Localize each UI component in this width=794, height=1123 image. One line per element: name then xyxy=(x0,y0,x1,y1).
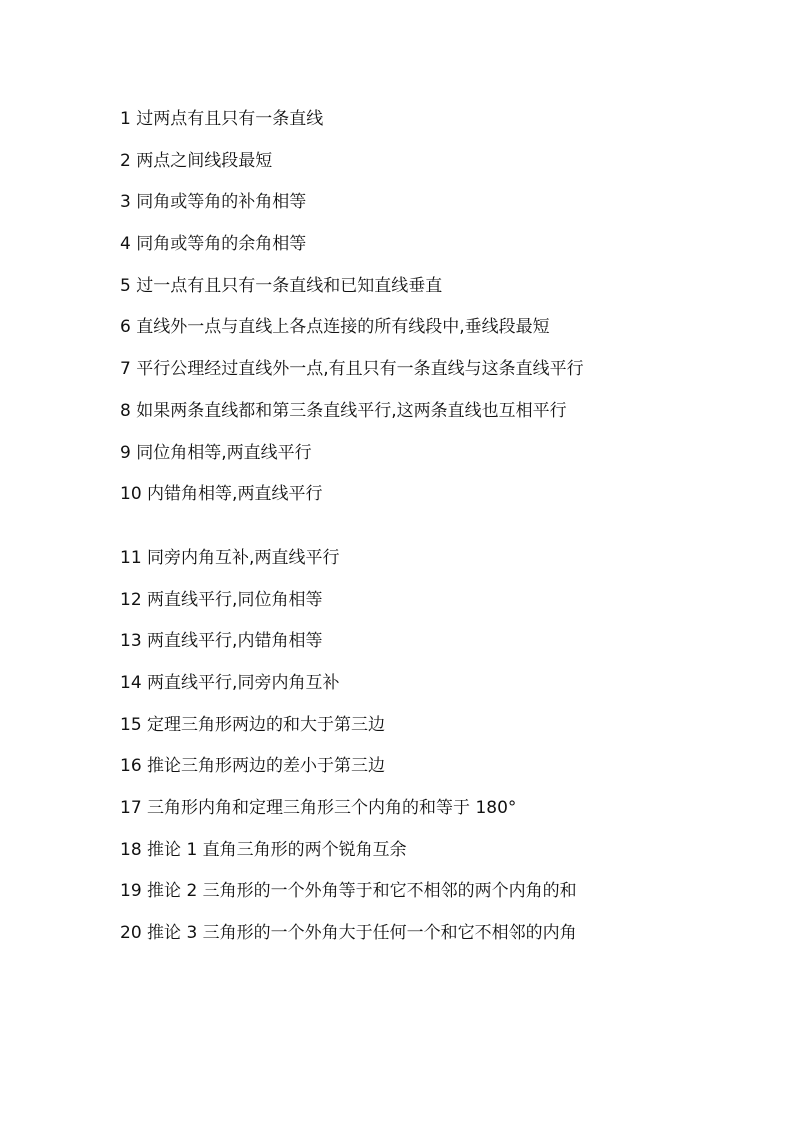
paragraph-gap xyxy=(120,521,760,543)
theorem-item: 16 推论三角形两边的差小于第三边 xyxy=(120,756,386,777)
theorem-item: 8 如果两条直线都和第三条直线平行,这两条直线也互相平行 xyxy=(120,400,567,421)
theorem-item: 10 内错角相等,两直线平行 xyxy=(120,484,323,505)
theorem-item: 14 两直线平行,同旁内角互补 xyxy=(120,672,340,693)
theorem-item: 15 定理三角形两边的和大于第三边 xyxy=(120,714,386,735)
theorem-item: 3 同角或等角的补角相等 xyxy=(120,192,307,213)
theorem-item: 17 三角形内角和定理三角形三个内角的和等于 180° xyxy=(120,798,517,818)
theorem-item: 1 过两点有且只有一条直线 xyxy=(120,109,324,129)
theorem-item: 18 推论 1 直角三角形的两个锐角互余 xyxy=(120,839,407,860)
theorem-item: 4 同角或等角的余角相等 xyxy=(120,234,307,255)
theorem-list xyxy=(120,104,760,960)
theorem-item: 2 两点之间线段最短 xyxy=(120,150,273,171)
theorem-item: 7 平行公理经过直线外一点,有且只有一条直线与这条直线平行 xyxy=(120,359,584,380)
theorem-item: 12 两直线平行,同位角相等 xyxy=(120,589,323,610)
theorem-item: 20 推论 3 三角形的一个外角大于任何一个和它不相邻的内角 xyxy=(120,923,577,944)
theorem-item: 9 同位角相等,两直线平行 xyxy=(120,442,312,463)
theorem-item: 13 两直线平行,内错角相等 xyxy=(120,631,323,652)
theorem-item: 5 过一点有且只有一条直线和已知直线垂直 xyxy=(120,275,443,296)
theorem-item: 19 推论 2 三角形的一个外角等于和它不相邻的两个内角的和 xyxy=(120,881,577,902)
theorem-item: 6 直线外一点与直线上各点连接的所有线段中,垂线段最短 xyxy=(120,317,550,338)
theorem-item: 11 同旁内角互补,两直线平行 xyxy=(120,547,340,568)
